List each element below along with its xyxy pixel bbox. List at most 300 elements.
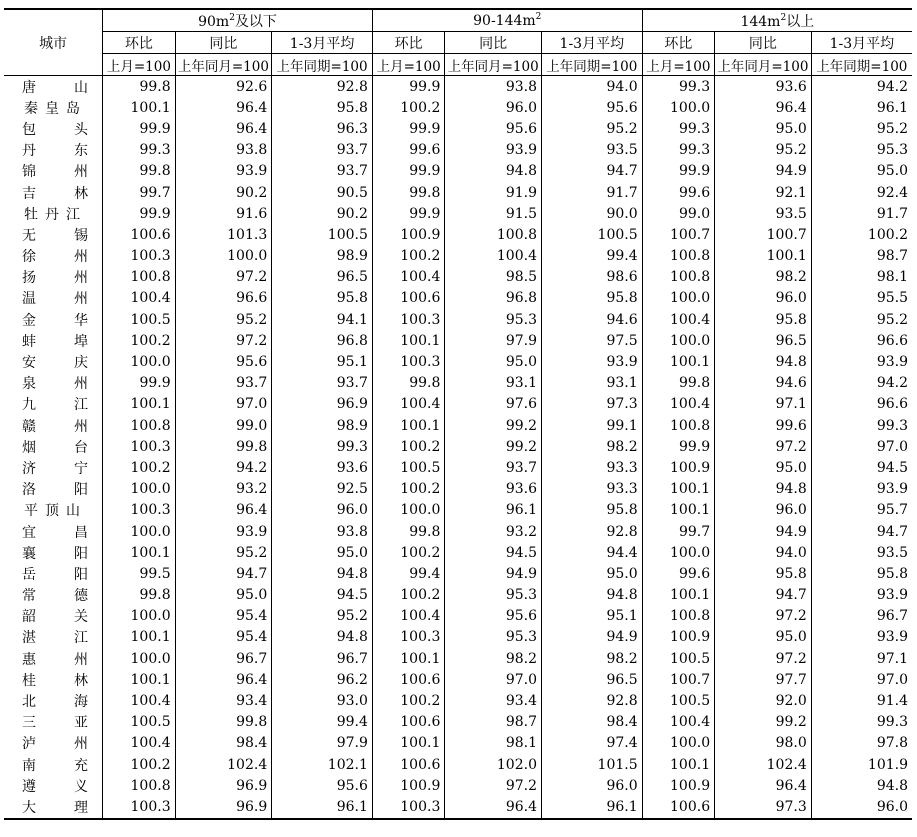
table-row [4,457,912,478]
value-cell: 99.8 [175,436,272,457]
value-cell: 100.1 [103,97,175,118]
value-cell: 100.5 [642,690,714,711]
value-cell: 99.9 [103,203,175,224]
city-name-cell [4,606,103,627]
value-cell: 102.4 [715,754,812,775]
city-name: 唐山 [22,79,88,96]
table-row [4,542,912,563]
table-row [4,479,912,500]
sub-header-cell: 环比 [103,32,175,54]
city-name-cell [4,754,103,775]
value-cell: 96.0 [715,288,812,309]
value-cell: 97.0 [445,669,542,690]
value-cell: 91.6 [175,203,272,224]
value-cell: 100.7 [642,669,714,690]
value-cell: 99.9 [642,161,714,182]
value-cell: 100.5 [372,457,444,478]
city-name: 洛阳 [22,482,88,499]
value-cell: 100.0 [103,351,175,372]
table-row [4,140,912,161]
value-cell: 96.1 [445,500,542,521]
group-header-medium: $90-144m^2$ [372,9,642,32]
value-cell: 100.4 [642,309,714,330]
value-cell: 93.7 [175,373,272,394]
city-name: 襄阳 [22,545,88,562]
city-name-cell [4,669,103,690]
value-cell: 100.4 [372,267,444,288]
base-header-cell: 上年同期=100 [272,54,373,76]
value-cell: 99.3 [811,712,912,733]
value-cell: 97.2 [715,606,812,627]
value-cell: 95.6 [541,97,642,118]
city-name-cell [4,288,103,309]
value-cell: 100.7 [642,224,714,245]
group-header-small: $90m^2$及以下 [103,9,373,32]
base-header-cell: 上月=100 [103,54,175,76]
value-cell: 92.8 [272,76,373,98]
value-cell: 100.0 [103,606,175,627]
city-name-cell [4,521,103,542]
city-name-cell [4,775,103,796]
value-cell: 96.9 [175,775,272,796]
value-cell: 100.1 [372,330,444,351]
value-cell: 95.7 [811,500,912,521]
value-cell: 100.0 [103,648,175,669]
value-cell: 100.1 [103,542,175,563]
value-cell: 97.9 [445,330,542,351]
price-index-table-container [4,8,912,820]
value-cell: 99.7 [103,182,175,203]
value-cell: 97.6 [445,394,542,415]
value-cell: 95.2 [541,118,642,139]
value-cell: 94.2 [811,373,912,394]
value-cell: 96.4 [715,775,812,796]
value-cell: 95.1 [272,351,373,372]
table-row [4,648,912,669]
table-row [4,712,912,733]
value-cell: 100.3 [372,351,444,372]
value-cell: 100.2 [103,330,175,351]
city-name: 济宁 [22,460,88,477]
value-cell: 93.9 [175,521,272,542]
sub-header-cell: 环比 [642,32,714,54]
value-cell: 100.3 [103,500,175,521]
value-cell: 99.3 [103,140,175,161]
value-cell: 94.5 [445,542,542,563]
value-cell: 92.8 [541,690,642,711]
value-cell: 100.3 [103,796,175,818]
value-cell: 100.1 [642,479,714,500]
value-cell: 94.4 [541,542,642,563]
value-cell: 97.0 [811,436,912,457]
value-cell: 95.8 [715,563,812,584]
value-cell: 98.9 [272,246,373,267]
value-cell: 98.4 [541,712,642,733]
value-cell: 95.6 [445,118,542,139]
city-name: 吉林 [22,185,88,202]
sub-header-cell: 同比 [445,32,542,54]
table-row [4,796,912,818]
table-row [4,351,912,372]
table-row [4,436,912,457]
table-row [4,415,912,436]
value-cell: 96.8 [272,330,373,351]
value-cell: 99.8 [642,373,714,394]
value-cell: 97.1 [715,394,812,415]
value-cell: 96.4 [175,669,272,690]
value-cell: 102.0 [445,754,542,775]
base-header-cell: 上年同期=100 [811,54,912,76]
base-header-cell: 上月=100 [642,54,714,76]
value-cell: 96.9 [175,796,272,818]
value-cell: 99.8 [175,712,272,733]
city-name-cell [4,140,103,161]
value-cell: 93.5 [541,140,642,161]
city-name: 蚌埠 [22,333,88,350]
value-cell: 91.9 [445,182,542,203]
table-row [4,203,912,224]
value-cell: 93.5 [715,203,812,224]
value-cell: 93.4 [175,690,272,711]
table-row [4,118,912,139]
value-cell: 99.9 [372,76,444,98]
base-header-cell: 上年同期=100 [541,54,642,76]
value-cell: 93.9 [811,627,912,648]
table-row [4,76,912,98]
value-cell: 96.1 [272,796,373,818]
value-cell: 93.1 [541,373,642,394]
value-cell: 95.8 [715,309,812,330]
value-cell: 100.3 [372,796,444,818]
value-cell: 100.6 [372,669,444,690]
city-name: 赣州 [22,418,88,435]
value-cell: 98.7 [811,246,912,267]
value-cell: 100.1 [642,585,714,606]
value-cell: 95.8 [541,500,642,521]
value-cell: 100.4 [103,288,175,309]
city-name: 牡丹江 [24,206,80,223]
table-row [4,246,912,267]
value-cell: 95.4 [175,606,272,627]
value-cell: 100.3 [372,627,444,648]
value-cell: 96.4 [445,796,542,818]
value-cell: 100.4 [642,712,714,733]
value-cell: 100.5 [541,224,642,245]
value-cell: 102.1 [272,754,373,775]
value-cell: 95.0 [715,118,812,139]
city-name-cell [4,479,103,500]
value-cell: 96.5 [715,330,812,351]
value-cell: 102.4 [175,754,272,775]
value-cell: 99.9 [372,161,444,182]
value-cell: 100.8 [103,267,175,288]
value-cell: 95.8 [272,97,373,118]
value-cell: 100.4 [445,246,542,267]
value-cell: 95.6 [272,775,373,796]
value-cell: 100.5 [272,224,373,245]
value-cell: 100.8 [103,775,175,796]
value-cell: 95.8 [272,288,373,309]
value-cell: 94.8 [272,563,373,584]
value-cell: 94.7 [811,521,912,542]
value-cell: 95.4 [175,627,272,648]
value-cell: 96.6 [811,394,912,415]
city-name: 湛江 [22,630,88,647]
value-cell: 93.8 [175,140,272,161]
value-cell: 97.3 [715,796,812,818]
value-cell: 100.6 [642,796,714,818]
price-index-table [4,8,912,820]
value-cell: 98.2 [541,648,642,669]
value-cell: 94.7 [541,161,642,182]
city-name: 三亚 [22,715,88,732]
value-cell: 93.6 [445,479,542,500]
value-cell: 99.8 [103,76,175,98]
value-cell: 93.5 [811,542,912,563]
value-cell: 101.5 [541,754,642,775]
value-cell: 93.4 [445,690,542,711]
city-name: 平顶山 [24,503,80,520]
value-cell: 99.3 [642,140,714,161]
value-cell: 99.9 [372,203,444,224]
city-name: 安庆 [22,355,88,372]
value-cell: 96.0 [445,97,542,118]
value-cell: 100.4 [642,394,714,415]
value-cell: 95.2 [811,118,912,139]
value-cell: 92.4 [811,182,912,203]
value-cell: 91.7 [541,182,642,203]
value-cell: 100.9 [372,775,444,796]
table-row [4,606,912,627]
value-cell: 98.2 [715,267,812,288]
value-cell: 100.3 [103,246,175,267]
value-cell: 100.0 [642,97,714,118]
value-cell: 94.2 [811,76,912,98]
value-cell: 99.6 [715,415,812,436]
value-cell: 97.9 [272,733,373,754]
value-cell: 94.8 [715,479,812,500]
table-row [4,182,912,203]
value-cell: 93.7 [272,161,373,182]
value-cell: 99.7 [642,521,714,542]
value-cell: 90.0 [541,203,642,224]
value-cell: 100.3 [103,436,175,457]
value-cell: 93.6 [715,76,812,98]
table-row [4,161,912,182]
city-name-cell [4,267,103,288]
value-cell: 93.7 [272,373,373,394]
value-cell: 94.6 [715,373,812,394]
value-cell: 99.8 [372,182,444,203]
value-cell: 95.3 [445,627,542,648]
value-cell: 94.7 [715,585,812,606]
value-cell: 100.0 [642,288,714,309]
city-name-cell [4,203,103,224]
city-name: 泸州 [22,736,88,753]
value-cell: 97.0 [811,669,912,690]
value-cell: 90.2 [175,182,272,203]
value-cell: 95.5 [811,288,912,309]
city-name-cell [4,500,103,521]
value-cell: 100.6 [372,288,444,309]
value-cell: 95.8 [811,563,912,584]
value-cell: 94.9 [445,563,542,584]
value-cell: 99.3 [811,415,912,436]
table-row [4,288,912,309]
value-cell: 98.1 [445,733,542,754]
value-cell: 100.0 [642,542,714,563]
value-cell: 100.9 [642,457,714,478]
value-cell: 95.3 [811,140,912,161]
value-cell: 94.6 [541,309,642,330]
city-name-cell [4,394,103,415]
value-cell: 100.8 [642,246,714,267]
table-row [4,500,912,521]
value-cell: 99.2 [445,436,542,457]
value-cell: 99.8 [372,521,444,542]
value-cell: 97.7 [715,669,812,690]
base-header-cell: 上年同月=100 [175,54,272,76]
value-cell: 98.6 [541,267,642,288]
city-name-cell [4,309,103,330]
city-name-cell [4,796,103,818]
value-cell: 100.1 [715,246,812,267]
value-cell: 94.0 [541,76,642,98]
city-name-cell [4,118,103,139]
city-name-cell [4,415,103,436]
value-cell: 97.8 [811,733,912,754]
value-cell: 100.9 [642,775,714,796]
city-name: 烟台 [22,439,88,456]
value-cell: 93.3 [541,457,642,478]
city-name-cell [4,161,103,182]
value-cell: 95.3 [445,585,542,606]
base-header-row [4,54,912,76]
city-name-cell [4,351,103,372]
value-cell: 100.2 [103,754,175,775]
value-cell: 96.0 [811,796,912,818]
value-cell: 95.8 [541,288,642,309]
base-header-cell: 上年同月=100 [715,54,812,76]
value-cell: 99.0 [642,203,714,224]
city-name-cell [4,246,103,267]
value-cell: 100.2 [811,224,912,245]
table-row [4,521,912,542]
value-cell: 97.2 [175,330,272,351]
value-cell: 95.0 [811,161,912,182]
value-cell: 100.2 [372,97,444,118]
value-cell: 98.7 [445,712,542,733]
city-name: 徐州 [22,249,88,266]
city-name-cell [4,690,103,711]
table-body [4,76,912,819]
value-cell: 92.1 [715,182,812,203]
value-cell: 97.2 [715,648,812,669]
value-cell: 94.8 [715,351,812,372]
value-cell: 99.9 [642,436,714,457]
table-row [4,97,912,118]
city-name: 锦州 [22,164,88,181]
value-cell: 96.0 [541,775,642,796]
sub-header-cell: 1-3月平均 [272,32,373,54]
value-cell: 95.0 [175,585,272,606]
value-cell: 93.7 [445,457,542,478]
value-cell: 95.2 [272,606,373,627]
value-cell: 99.6 [642,182,714,203]
value-cell: 99.3 [272,436,373,457]
city-name-cell [4,373,103,394]
value-cell: 94.8 [811,775,912,796]
value-cell: 93.0 [272,690,373,711]
sub-header-cell: 1-3月平均 [541,32,642,54]
value-cell: 98.4 [175,733,272,754]
table-row [4,585,912,606]
value-cell: 95.0 [715,627,812,648]
city-name: 秦皇岛 [24,100,80,117]
value-cell: 99.5 [103,563,175,584]
sub-header-row [4,32,912,54]
value-cell: 94.8 [445,161,542,182]
city-name: 大理 [22,799,88,816]
value-cell: 96.4 [175,97,272,118]
value-cell: 100.1 [642,754,714,775]
city-name: 扬州 [22,270,88,287]
city-name: 桂林 [22,672,88,689]
base-header-cell: 上年同月=100 [445,54,542,76]
value-cell: 92.8 [541,521,642,542]
city-name: 温州 [22,291,88,308]
value-cell: 93.1 [445,373,542,394]
value-cell: 91.7 [811,203,912,224]
value-cell: 96.0 [272,500,373,521]
table-row [4,394,912,415]
city-name: 包头 [22,121,88,138]
value-cell: 96.6 [811,330,912,351]
value-cell: 94.5 [811,457,912,478]
value-cell: 95.0 [541,563,642,584]
table-row [4,775,912,796]
value-cell: 96.4 [715,97,812,118]
value-cell: 95.2 [175,309,272,330]
value-cell: 94.9 [715,161,812,182]
value-cell: 100.2 [372,246,444,267]
value-cell: 99.4 [541,246,642,267]
value-cell: 99.2 [445,415,542,436]
city-name-cell [4,76,103,98]
value-cell: 99.4 [372,563,444,584]
city-name-cell [4,563,103,584]
value-cell: 97.0 [175,394,272,415]
value-cell: 93.2 [445,521,542,542]
value-cell: 100.1 [103,669,175,690]
value-cell: 100.1 [103,394,175,415]
value-cell: 93.9 [811,351,912,372]
value-cell: 94.2 [175,457,272,478]
city-name-cell [4,436,103,457]
value-cell: 100.5 [103,309,175,330]
value-cell: 99.0 [175,415,272,436]
value-cell: 96.2 [272,669,373,690]
value-cell: 94.8 [272,627,373,648]
value-cell: 100.2 [372,542,444,563]
value-cell: 98.5 [445,267,542,288]
value-cell: 100.1 [372,733,444,754]
value-cell: 90.5 [272,182,373,203]
value-cell: 98.1 [811,267,912,288]
value-cell: 95.0 [715,457,812,478]
value-cell: 100.4 [372,606,444,627]
value-cell: 101.3 [175,224,272,245]
